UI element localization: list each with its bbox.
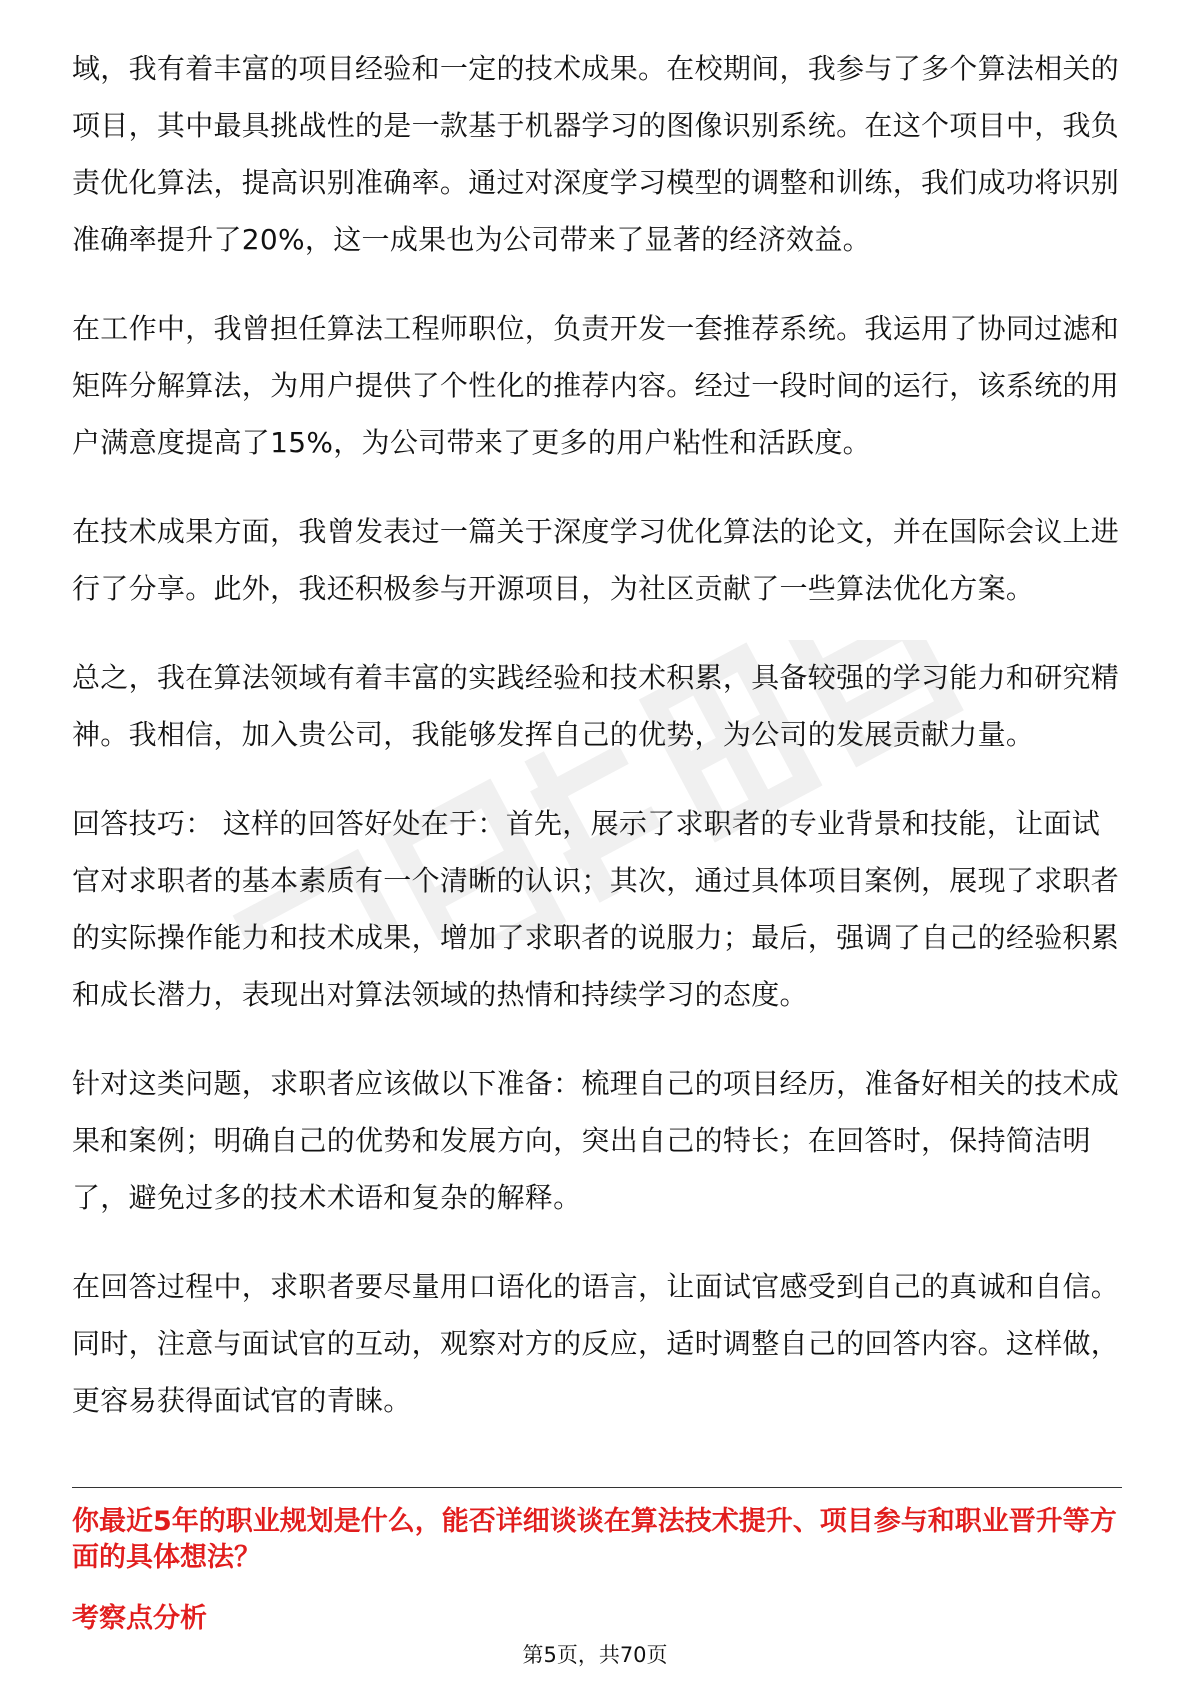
- interview-question: 你最近5年的职业规划是什么，能否详细谈谈在算法技术提升、项目参与和职业晋升等方面的具体想法？: [72, 1506, 1117, 1573]
- page-number: 第5页，共70页: [522, 1643, 668, 1667]
- analysis-heading: 考察点分析: [72, 1603, 207, 1634]
- paragraph-experience: 域，我有着丰富的项目经验和一定的技术成果。在校期间，我参与了多个算法相关的项目，其中最具挑战性的是一款基于机器学习的图像识别系统。在这个项目中，我负责优化算法，提高识别准确率。通过对深度学习模型的调整和训练，我们成功将识别准确率提升了20%，这一成果也为公司带来了显著的经济效益。: [72, 52, 1120, 256]
- paragraph-work: 在工作中，我曾担任算法工程师职位，负责开发一套推荐系统。我运用了协同过滤和矩阵分解算法，为用户提供了个性化的推荐内容。经过一段时间的运行，该系统的用户满意度提高了15%，为公司带来了更多的用户粘性和活跃度。: [72, 312, 1120, 459]
- paragraph-preparation: 针对这类问题，求职者应该做以下准备：梳理自己的项目经历，准备好相关的技术成果和案例；明确自己的优势和发展方向，突出自己的特长；在回答时，保持简洁明了，避免过多的技术术语和复杂的解释。: [72, 1067, 1120, 1214]
- section-divider: [72, 1487, 1122, 1488]
- paragraph-answer-tips: 回答技巧： 这样的回答好处在于：首先，展示了求职者的专业背景和技能，让面试官对求职者的基本素质有一个清晰的认识；其次，通过具体项目案例，展现了求职者的实际操作能力和技术成果，增加了求职者的说服力；最后，强调了自己的经验积累和成长潜力，表现出对算法领域的热情和持续学习的态度。: [72, 807, 1120, 1011]
- body-content: [72, 40, 1122, 1461]
- paragraph-summary: 总之，我在算法领域有着丰富的实践经验和技术积累，具备较强的学习能力和研究精神。我相信，加入贵公司，我能够发挥自己的优势，为公司的发展贡献力量。: [72, 661, 1120, 751]
- paragraph-achievements: 在技术成果方面，我曾发表过一篇关于深度学习优化算法的论文，并在国际会议上进行了分享。此外，我还积极参与开源项目，为社区贡献了一些算法优化方案。: [72, 515, 1120, 605]
- paragraph-delivery: 在回答过程中，求职者要尽量用口语化的语言，让面试官感受到自己的真诚和自信。同时，注意与面试官的互动，观察对方的反应，适时调整自己的回答内容。这样做，更容易获得面试官的青睐。: [72, 1270, 1120, 1417]
